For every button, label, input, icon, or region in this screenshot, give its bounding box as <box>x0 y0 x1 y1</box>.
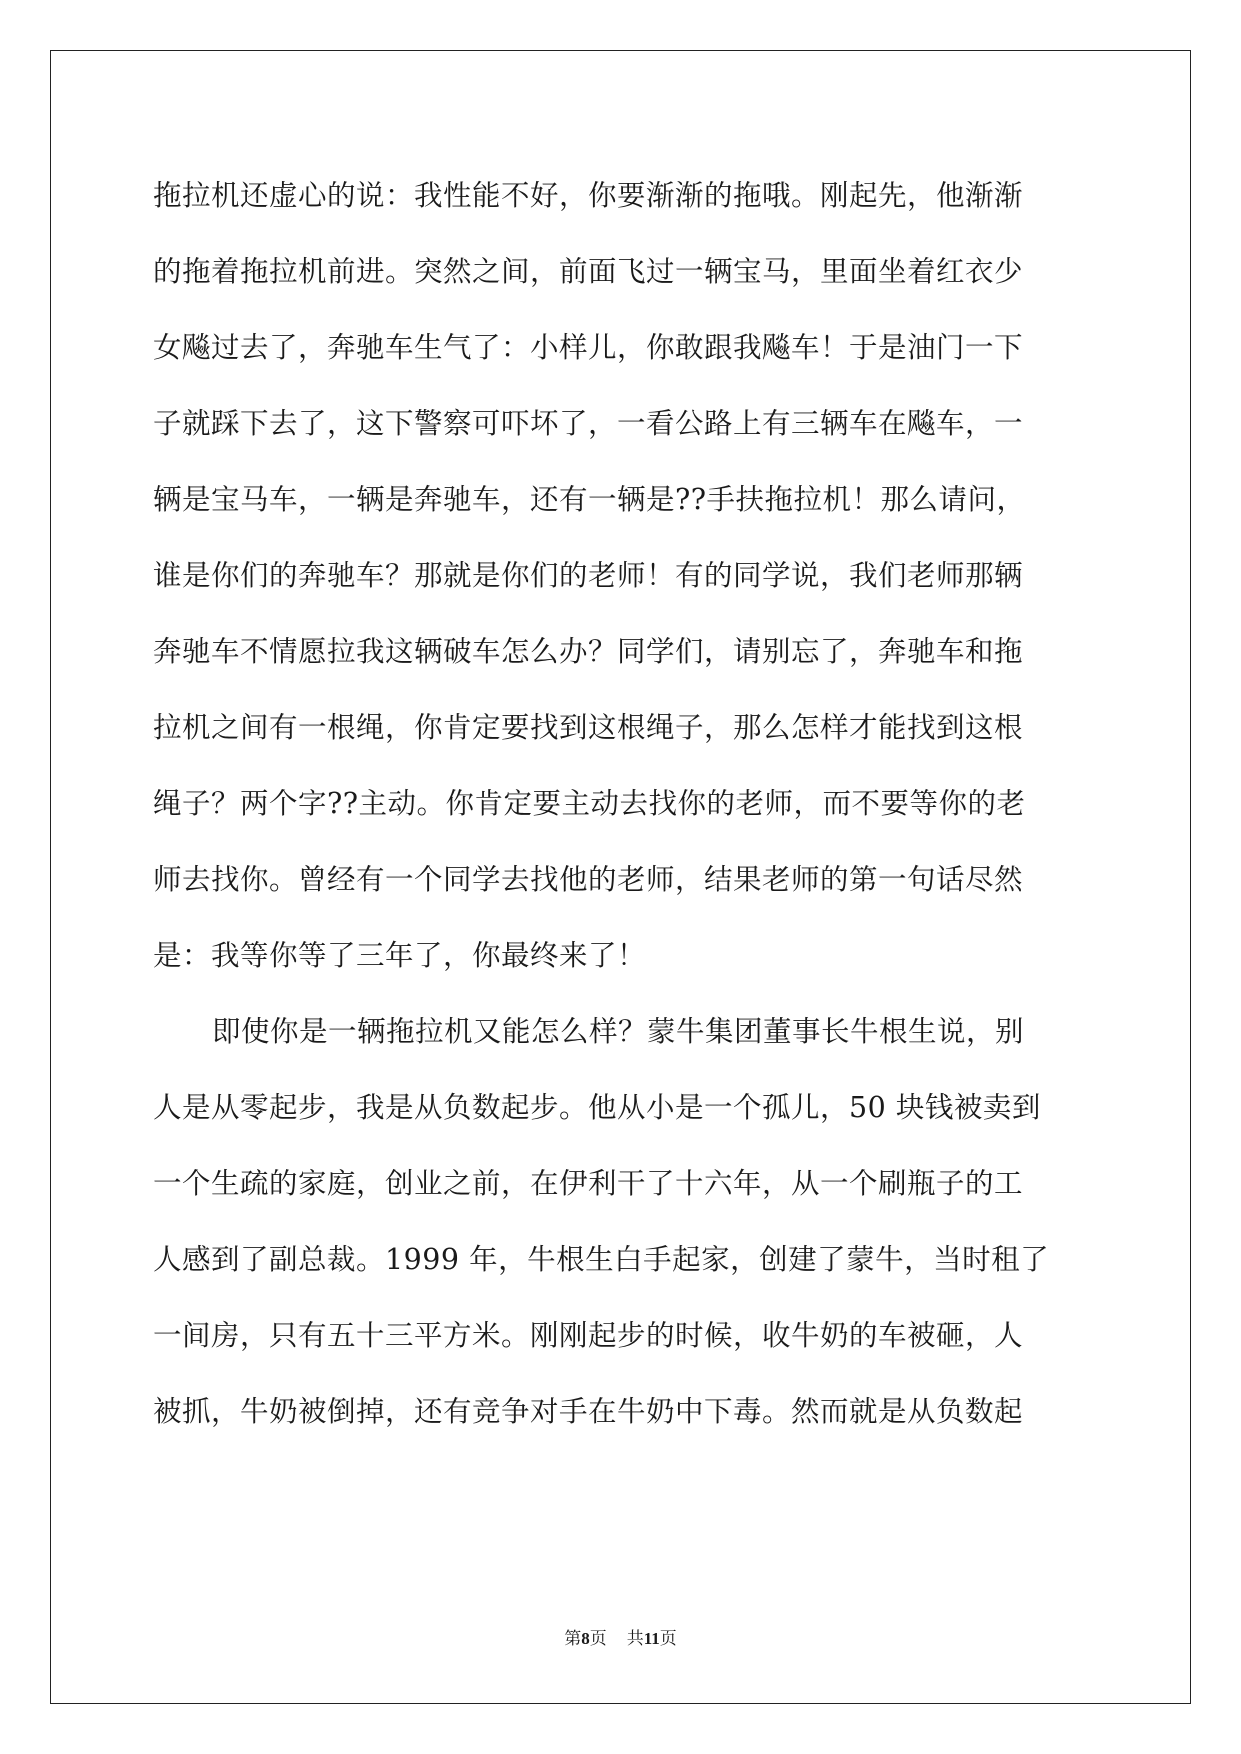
text-line: 是：我等你等了三年了，你最终来了！ <box>153 939 647 972</box>
text-line: 师去找你。曾经有一个同学去找他的老师，结果老师的第一句话尽然 <box>153 863 1024 896</box>
text-line: 奔驰车不情愿拉我这辆破车怎么办？同学们，请别忘了，奔驰车和拖 <box>153 635 1024 668</box>
page-prefix: 第 <box>564 1629 582 1648</box>
total-suffix: 页 <box>659 1629 677 1648</box>
text-line: 一间房，只有五十三平方米。刚刚起步的时候，收牛奶的车被砸，人 <box>153 1319 1024 1352</box>
page-number: 8 <box>581 1629 590 1648</box>
text-line: 绳子？两个字??主动。你肯定要主动去找你的老师，而不要等你的老 <box>153 787 1026 820</box>
text-line: 人感到了副总裁。1999 年，牛根生白手起家，创建了蒙牛，当时租了 <box>153 1243 1050 1276</box>
text-line: 拉机之间有一根绳，你肯定要找到这根绳子，那么怎样才能找到这根 <box>153 711 1024 744</box>
text-line: 被抓，牛奶被倒掉，还有竞争对手在牛奶中下毒。然而就是从负数起 <box>153 1395 1024 1428</box>
text-line: 女飚过去了，奔驰车生气了：小样儿，你敢跟我飚车！于是油门一下 <box>153 331 1024 364</box>
text-line: 辆是宝马车，一辆是奔驰车，还有一辆是??手扶拖拉机！那么请问， <box>153 483 1026 516</box>
document-body <box>153 158 1093 1450</box>
text-line: 的拖着拖拉机前进。突然之间，前面飞过一辆宝马，里面坐着红衣少 <box>153 255 1024 288</box>
total-pages: 11 <box>643 1629 660 1648</box>
page-suffix: 页 <box>589 1629 607 1648</box>
page-footer <box>0 1624 1241 1649</box>
total-prefix: 共 <box>626 1629 644 1648</box>
text-line: 子就踩下去了，这下警察可吓坏了，一看公路上有三辆车在飚车，一 <box>153 407 1024 440</box>
text-line: 人是从零起步，我是从负数起步。他从小是一个孤儿，50 块钱被卖到 <box>153 1091 1041 1124</box>
text-line: 拖拉机还虚心的说：我性能不好，你要渐渐的拖哦。刚起先，他渐渐 <box>153 179 1024 212</box>
text-line: 谁是你们的奔驰车？那就是你们的老师！有的同学说，我们老师那辆 <box>153 559 1024 592</box>
text-line: 一个生疏的家庭，创业之前，在伊利干了十六年，从一个刷瓶子的工 <box>153 1167 1024 1200</box>
text-line-indented: 即使你是一辆拖拉机又能怎么样？蒙牛集团董事长牛根生说，别 <box>212 1015 1025 1048</box>
